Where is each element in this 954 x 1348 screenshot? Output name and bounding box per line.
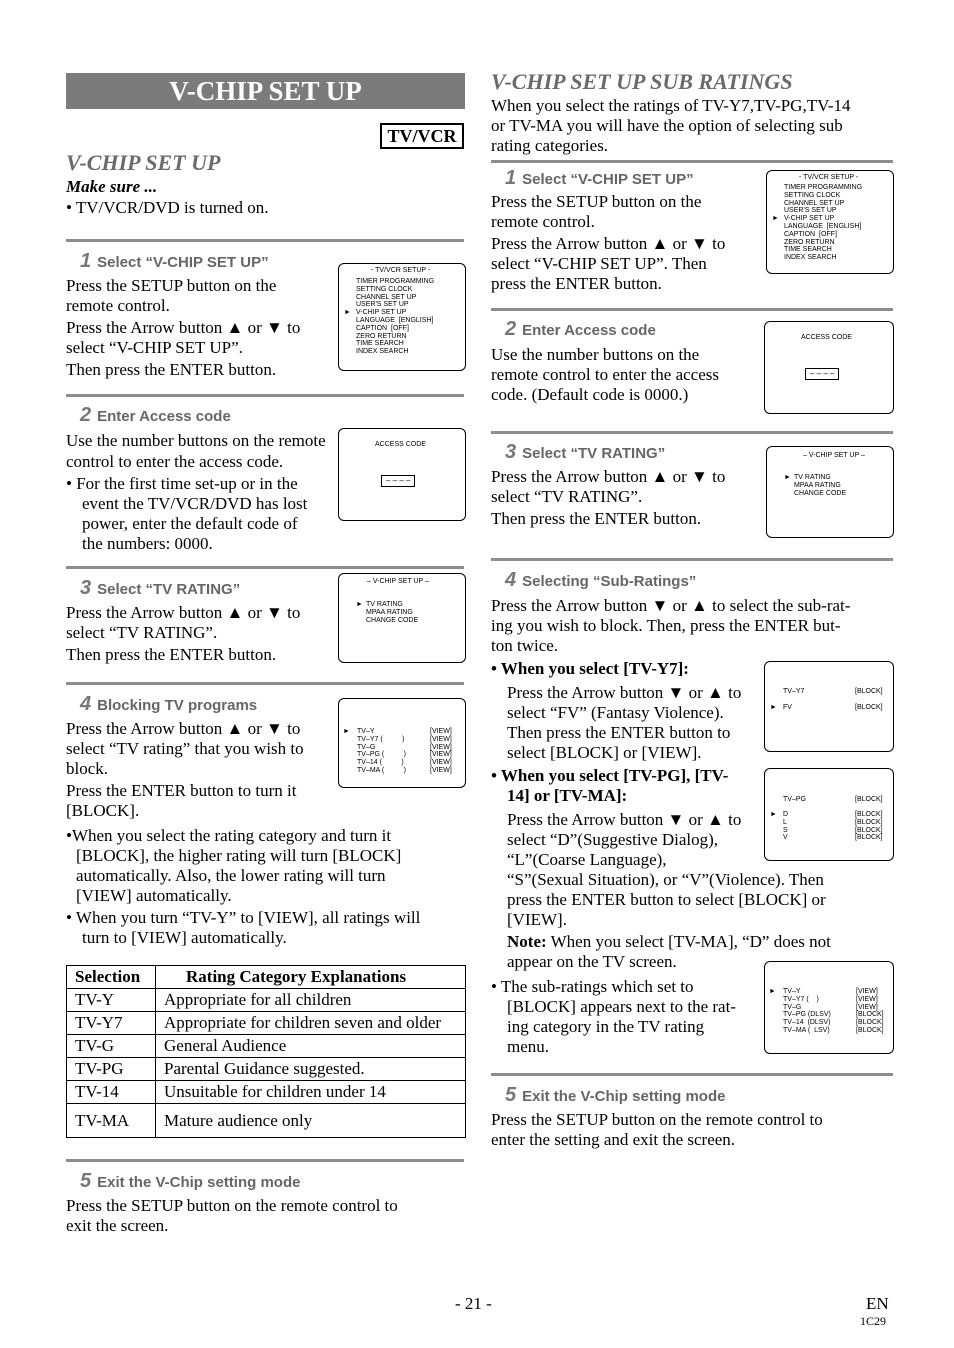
table-row bbox=[67, 1035, 466, 1058]
step-heading: 2 Enter Access code bbox=[505, 318, 656, 340]
section-title: V-CHIP SET UP bbox=[66, 150, 221, 175]
table-header: Selection bbox=[67, 966, 156, 989]
step-heading: 5 Exit the V-Chip setting mode bbox=[80, 1170, 301, 1192]
step-text: Press the Arrow button ▲ or ▼ to select “TV rating” that you wish to block. Press the ENTER button to turn it [BLOCK]. bbox=[66, 719, 304, 820]
step-heading: 1 Select “V-CHIP SET UP” bbox=[80, 250, 269, 272]
page-number: - 21 - bbox=[455, 1294, 492, 1313]
intro-text: When you select the ratings of TV-Y7,TV-PG,TV-14 or TV-MA you will have the option of selecting sub rating categories. bbox=[491, 96, 851, 155]
bullet-heading: • When you select [TV-Y7]: bbox=[491, 659, 689, 678]
divider bbox=[491, 558, 893, 561]
setup-menu-screen: - TV/VCR SETUP - TIMER PROGRAMMING SETTING CLOCK CHANNEL SET UP USER'S SET UP ► V-CHIP SET UP LANGUAGE [ENGLISH] CAPTION [OFF] ZERO RETURN TIME SEARCH INDEX SEARCH bbox=[766, 170, 894, 274]
table-cell: General Audience bbox=[156, 1035, 466, 1058]
step-heading: 3 Select “TV RATING” bbox=[80, 577, 241, 599]
table-cell: Appropriate for all children bbox=[156, 989, 466, 1012]
table-row bbox=[67, 989, 466, 1012]
tv-rating-screen: ► TV–Y TV–Y7 ( ) TV–G TV–PG ( ) TV–14 ( ) TV–MA ( ) [VIEW] [VIEW] [VIEW] [VIEW] [VIEW] [VIEW] bbox=[338, 698, 466, 788]
model-code: 1C29 bbox=[860, 1314, 887, 1328]
table-cell: TV-MA bbox=[67, 1104, 156, 1138]
table-row bbox=[67, 1058, 466, 1081]
tv-rating-result-screen: ► TV–Y TV–Y7 ( ) TV–G TV–PG (DLSV) TV–14 (DLSV) TV–MA ( LSV) [VIEW] [VIEW] [VIEW] [BLOCK] [BLOCK] [BLOCK] bbox=[764, 961, 894, 1054]
table-cell: TV-14 bbox=[67, 1081, 156, 1104]
divider bbox=[66, 1159, 464, 1162]
step-heading: 3 Select “TV RATING” bbox=[505, 441, 666, 463]
step-bullet: • For the first time set-up or in the event the TV/VCR/DVD has lost power, enter the default code of the numbers: 0000. bbox=[66, 474, 308, 553]
step-bullet: • The sub-ratings which set to [BLOCK] appears next to the rat- ing category in the TV rating menu. bbox=[491, 977, 736, 1056]
step-heading: 4 Selecting “Sub-Ratings” bbox=[505, 569, 697, 591]
table-cell: TV-Y7 bbox=[67, 1012, 156, 1035]
divider bbox=[66, 682, 464, 685]
table-row bbox=[67, 1081, 466, 1104]
tv-pg-screen: TV–PG [BLOCK] ► D [BLOCK] L [BLOCK] S [BLOCK] V [BLOCK] bbox=[764, 768, 894, 861]
section-title: V-CHIP SET UP SUB RATINGS bbox=[491, 69, 793, 94]
step-text: Press the Arrow button ▼ or ▲ to select “D”(Suggestive Dialog), “L”(Coarse Language), “S”(Sexual Situation), or “V”(Violence). Then press the ENTER button to select [BLOCK] or [VIEW]. Note: When you select [TV-MA], “D” does not appear on the TV screen. bbox=[507, 810, 831, 971]
step-text: Use the number buttons on the remote control to enter the access code. (Default code is 0000.) bbox=[491, 345, 719, 404]
access-code-screen: ACCESS CODE – – – – bbox=[338, 428, 466, 521]
table-cell: Parental Guidance suggested. bbox=[156, 1058, 466, 1081]
table-header: Rating Category Explanations bbox=[156, 966, 466, 989]
table-cell: Unsuitable for children under 14 bbox=[156, 1081, 466, 1104]
table-cell: TV-PG bbox=[67, 1058, 156, 1081]
table-cell: TV-G bbox=[67, 1035, 156, 1058]
step-text: Press the Arrow button ▲ or ▼ to select “TV RATING”. Then press the ENTER button. bbox=[66, 603, 301, 664]
step-bullet: •When you select the rating category and turn it [BLOCK], the higher rating will turn [BLOCK] automatically. Also, the lower rating will turn [VIEW] automatically. • When you turn “TV-Y” to [VIEW], all ratings will turn to [VIEW] automatically. bbox=[66, 826, 421, 947]
vchip-menu-screen: – V-CHIP SET UP – ► TV RATING MPAA RATING CHANGE CODE bbox=[338, 573, 466, 663]
table-cell: TV-Y bbox=[67, 989, 156, 1012]
divider bbox=[66, 566, 464, 569]
bullet-heading: • When you select [TV-PG], [TV- 14] or [TV-MA]: bbox=[491, 766, 729, 805]
table-cell: Mature audience only bbox=[156, 1104, 466, 1138]
vchip-menu-screen: – V-CHIP SET UP – ► TV RATING MPAA RATING CHANGE CODE bbox=[766, 446, 894, 538]
step-heading: 4 Blocking TV programs bbox=[80, 693, 258, 715]
step-text: Use the number buttons on the remote control to enter the access code. bbox=[66, 431, 326, 471]
step-text: Press the SETUP button on the remote control to enter the setting and exit the screen. bbox=[491, 1110, 823, 1149]
table-header-row bbox=[67, 966, 466, 989]
divider bbox=[491, 308, 893, 311]
step-heading: 1 Select “V-CHIP SET UP” bbox=[505, 167, 694, 189]
access-code-screen: ACCESS CODE – – – – bbox=[764, 321, 894, 414]
divider bbox=[491, 160, 893, 163]
tv-vcr-badge: TV/VCR bbox=[380, 123, 464, 149]
table-row bbox=[67, 1104, 466, 1138]
step-text: Press the SETUP button on the remote control. Press the Arrow button ▲ or ▼ to select “V-CHIP SET UP”. Then press the ENTER button. bbox=[491, 192, 726, 293]
step-heading: 5 Exit the V-Chip setting mode bbox=[505, 1084, 726, 1106]
table-row bbox=[67, 1012, 466, 1035]
make-sure-label: Make sure ... bbox=[66, 177, 158, 196]
divider bbox=[491, 431, 893, 434]
divider bbox=[491, 1073, 893, 1076]
step-text: Press the Arrow button ▲ or ▼ to select “TV RATING”. Then press the ENTER button. bbox=[491, 467, 726, 528]
rating-table bbox=[66, 965, 466, 1138]
tv-y7-screen: TV–Y7 [BLOCK] ► FV [BLOCK] bbox=[764, 661, 894, 752]
divider bbox=[66, 239, 464, 242]
setup-menu-screen: - TV/VCR SETUP - TIMER PROGRAMMING SETTING CLOCK CHANNEL SET UP USER'S SET UP ► V-CHIP SET UP LANGUAGE [ENGLISH] CAPTION [OFF] ZERO RETURN TIME SEARCH INDEX SEARCH bbox=[338, 263, 466, 371]
page-banner: V-CHIP SET UP bbox=[66, 73, 465, 109]
step-text: Press the Arrow button ▼ or ▲ to select the sub-rat- ing you wish to block. Then, press the ENTER but- ton twice. bbox=[491, 596, 851, 655]
language-label: EN bbox=[866, 1294, 889, 1313]
make-sure-item: • TV/VCR/DVD is turned on. bbox=[66, 198, 269, 217]
table-cell: Appropriate for children seven and older bbox=[156, 1012, 466, 1035]
step-heading: 2 Enter Access code bbox=[80, 404, 231, 426]
step-text: Press the SETUP button on the remote control to exit the screen. bbox=[66, 1196, 398, 1235]
step-text: Press the Arrow button ▼ or ▲ to select “FV” (Fantasy Violence). Then press the ENTER button to select [BLOCK] or [VIEW]. bbox=[507, 683, 742, 762]
divider bbox=[66, 394, 464, 397]
step-text: Press the SETUP button on the remote control. Press the Arrow button ▲ or ▼ to select “V-CHIP SET UP”. Then press the ENTER button. bbox=[66, 276, 301, 379]
